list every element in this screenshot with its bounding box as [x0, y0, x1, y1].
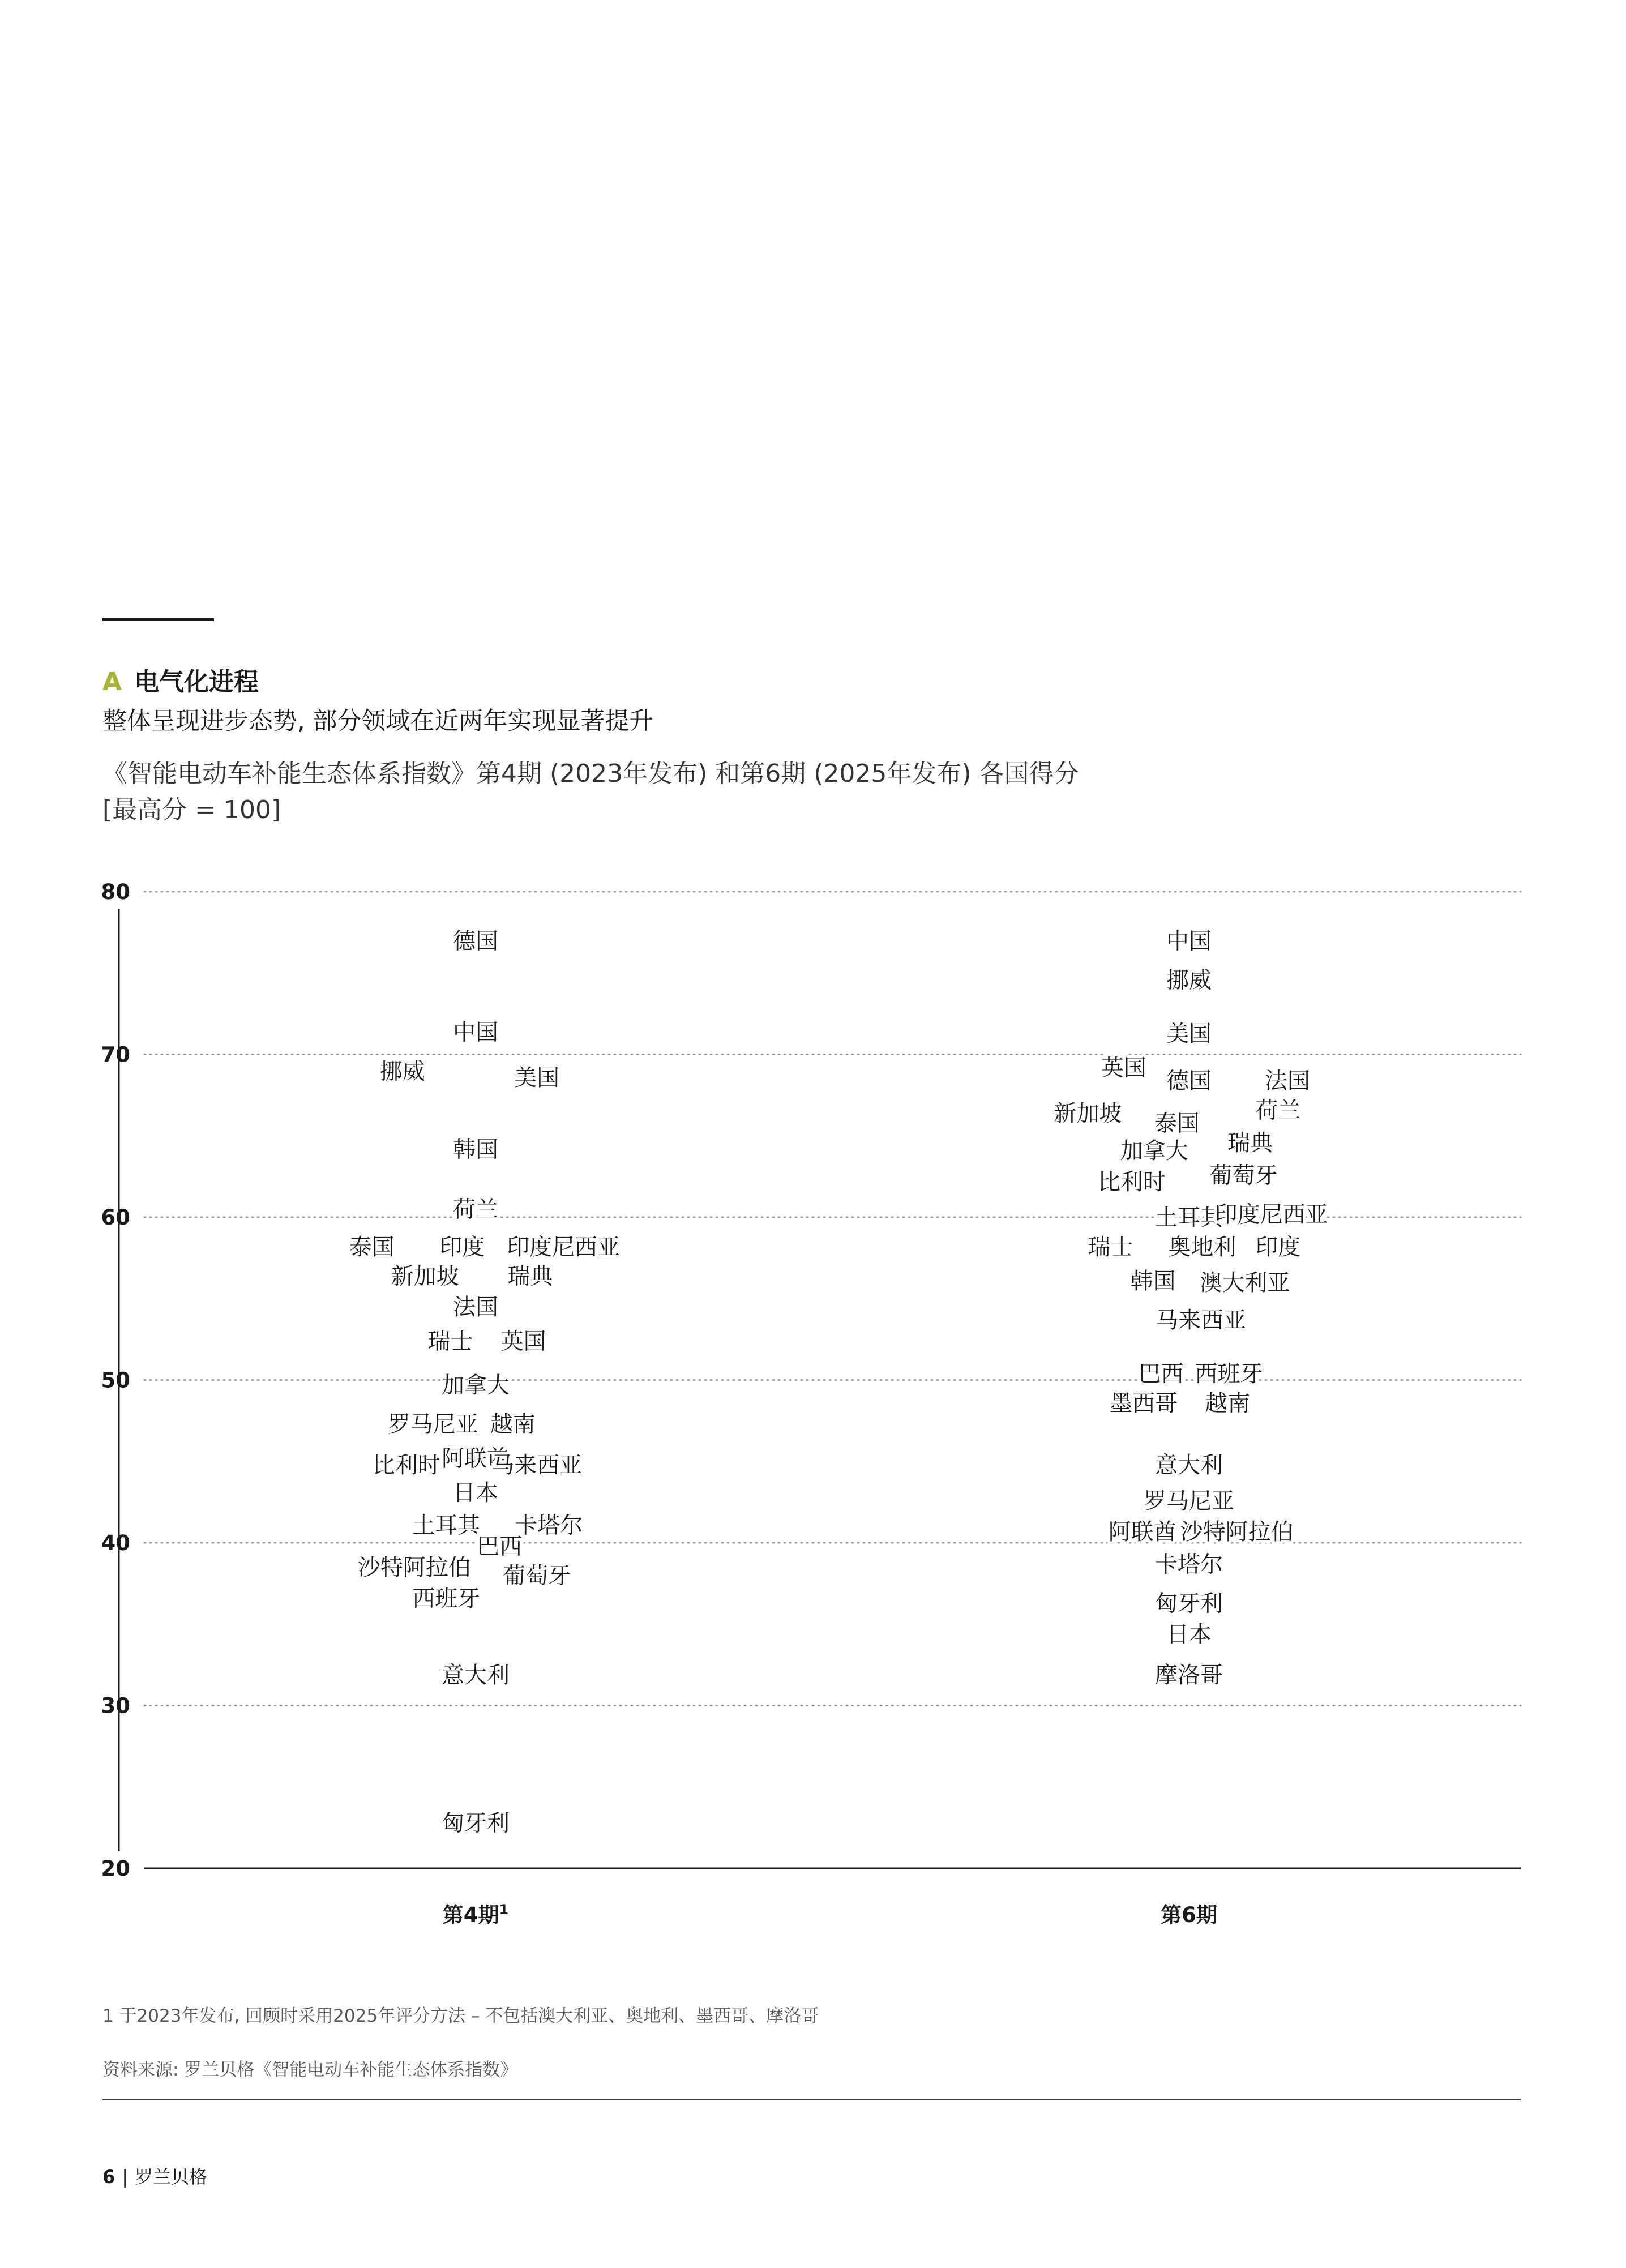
data-point-label: 新加坡 — [391, 1263, 459, 1290]
data-point-label: 挪威 — [1166, 967, 1212, 994]
data-point-label: 印度尼西亚 — [507, 1234, 621, 1260]
section-heading — [102, 661, 259, 697]
data-point-label: 马来西亚 — [491, 1452, 583, 1478]
section-subtitle: 整体呈现进步态势, 部分领域在近两年实现显著提升 — [102, 707, 654, 735]
data-point-label: 罗马尼亚 — [387, 1411, 478, 1438]
y-tick-label-50: 50 — [101, 1368, 130, 1393]
data-point-label: 罗马尼亚 — [1144, 1488, 1234, 1514]
data-point-label: 意大利 — [1155, 1452, 1223, 1478]
footer-divider-rule — [102, 2099, 1521, 2100]
page-footer — [102, 2163, 207, 2189]
data-point-label: 瑞典 — [507, 1263, 553, 1290]
footer-separator: | — [122, 2166, 129, 2188]
data-point-label: 印度 — [1255, 1234, 1301, 1260]
data-point-label: 法国 — [453, 1294, 498, 1321]
data-point-label: 摩洛哥 — [1155, 1662, 1223, 1688]
data-point-label: 沙特阿拉伯 — [1180, 1518, 1294, 1545]
data-point-label: 日本 — [1166, 1621, 1212, 1647]
data-point-label: 土耳其 — [412, 1512, 481, 1539]
data-point-label: 法国 — [1264, 1068, 1310, 1094]
data-point-label: 瑞士 — [1088, 1234, 1133, 1260]
data-point-label: 挪威 — [379, 1058, 425, 1085]
source-note: 资料来源: 罗兰贝格《智能电动车补能生态体系指数》 — [102, 2060, 518, 2080]
data-point-label: 德国 — [1166, 1068, 1212, 1094]
data-point-label: 中国 — [453, 1019, 498, 1046]
x-category-label-2: 第6期 — [1161, 1903, 1217, 1927]
data-point-label: 葡萄牙 — [1209, 1162, 1278, 1189]
data-point-label: 韩国 — [453, 1136, 498, 1163]
data-point-label: 美国 — [1166, 1021, 1212, 1047]
data-point-label: 越南 — [490, 1411, 536, 1438]
data-point-label: 匈牙利 — [442, 1810, 510, 1837]
data-point-label: 卡塔尔 — [1155, 1551, 1223, 1578]
y-tick-label-70: 70 — [101, 1042, 130, 1067]
data-point-label: 沙特阿拉伯 — [357, 1555, 471, 1581]
data-point-label: 印度 — [439, 1234, 485, 1260]
data-point-label: 日本 — [453, 1479, 498, 1506]
section-divider-rule — [102, 618, 214, 621]
data-point-label: 英国 — [1101, 1055, 1146, 1081]
x-category-superscript: 1 — [499, 1902, 509, 1918]
data-point-label: 德国 — [453, 928, 498, 955]
data-point-label: 瑞士 — [427, 1328, 473, 1355]
section-letter: A — [102, 667, 122, 696]
data-point-label: 意大利 — [442, 1662, 510, 1688]
footer-brand: 罗兰贝格 — [135, 2166, 208, 2188]
y-tick-label-40: 40 — [101, 1531, 130, 1555]
data-point-label: 英国 — [500, 1328, 546, 1355]
y-tick-label-60: 60 — [101, 1205, 130, 1230]
x-category-label-1: 第4期$^1$ — [442, 1902, 509, 1927]
data-point-label: 西班牙 — [412, 1585, 481, 1612]
y-tick-label-30: 30 — [101, 1693, 130, 1718]
footnote: 1 于2023年发布, 回顾时采用2025年评分方法 – 不包括澳大利亚、奥地利、墨西哥、摩洛哥 — [102, 2006, 819, 2026]
chart-title — [102, 756, 1079, 828]
data-point-label: 美国 — [514, 1064, 560, 1091]
data-point-label: 中国 — [1166, 928, 1212, 955]
data-point-label: 巴西 — [1138, 1361, 1184, 1387]
data-point-label: 瑞典 — [1227, 1129, 1273, 1156]
y-tick-label-80: 80 — [101, 880, 130, 904]
data-point-label: 马来西亚 — [1156, 1307, 1247, 1334]
y-tick-label-20: 20 — [101, 1856, 130, 1881]
chart-title-line2: [最高分 = 100] — [102, 795, 281, 824]
page-number: 6 — [102, 2166, 115, 2188]
data-point-label: 土耳其 — [1155, 1205, 1223, 1231]
data-point-label: 奥地利 — [1168, 1234, 1236, 1260]
data-point-label: 泰国 — [1154, 1110, 1200, 1137]
data-point-label: 阿联酋 — [442, 1445, 510, 1472]
data-point-label: 西班牙 — [1195, 1361, 1263, 1387]
data-point-label: 印度尼西亚 — [1214, 1201, 1328, 1228]
scatter-chart — [0, 849, 1626, 1953]
chart-title-line1: 《智能电动车补能生态体系指数》第4期 (2023年发布) 和第6期 (2025年发布) 各国得分 — [102, 759, 1079, 788]
data-point-label: 加拿大 — [442, 1372, 510, 1399]
section-heading-text: 电气化进程 — [134, 667, 259, 696]
data-point-label: 泰国 — [349, 1234, 395, 1260]
data-point-label: 墨西哥 — [1110, 1390, 1178, 1417]
data-point-label: 比利时 — [1097, 1169, 1166, 1195]
data-point-label: 澳大利亚 — [1199, 1270, 1290, 1296]
data-point-label: 越南 — [1205, 1390, 1251, 1417]
data-point-label: 新加坡 — [1054, 1101, 1122, 1127]
data-point-label: 比利时 — [372, 1452, 440, 1478]
data-point-label: 阿联酋 — [1108, 1518, 1176, 1545]
data-point-label: 荷兰 — [453, 1196, 498, 1223]
data-point-label: 匈牙利 — [1155, 1590, 1223, 1617]
data-point-label: 葡萄牙 — [503, 1563, 571, 1589]
data-point-label: 巴西 — [477, 1533, 523, 1560]
data-point-label: 卡塔尔 — [515, 1512, 583, 1539]
data-point-label: 加拿大 — [1120, 1138, 1188, 1165]
data-point-label: 韩国 — [1130, 1268, 1176, 1295]
data-point-label: 荷兰 — [1255, 1097, 1301, 1124]
